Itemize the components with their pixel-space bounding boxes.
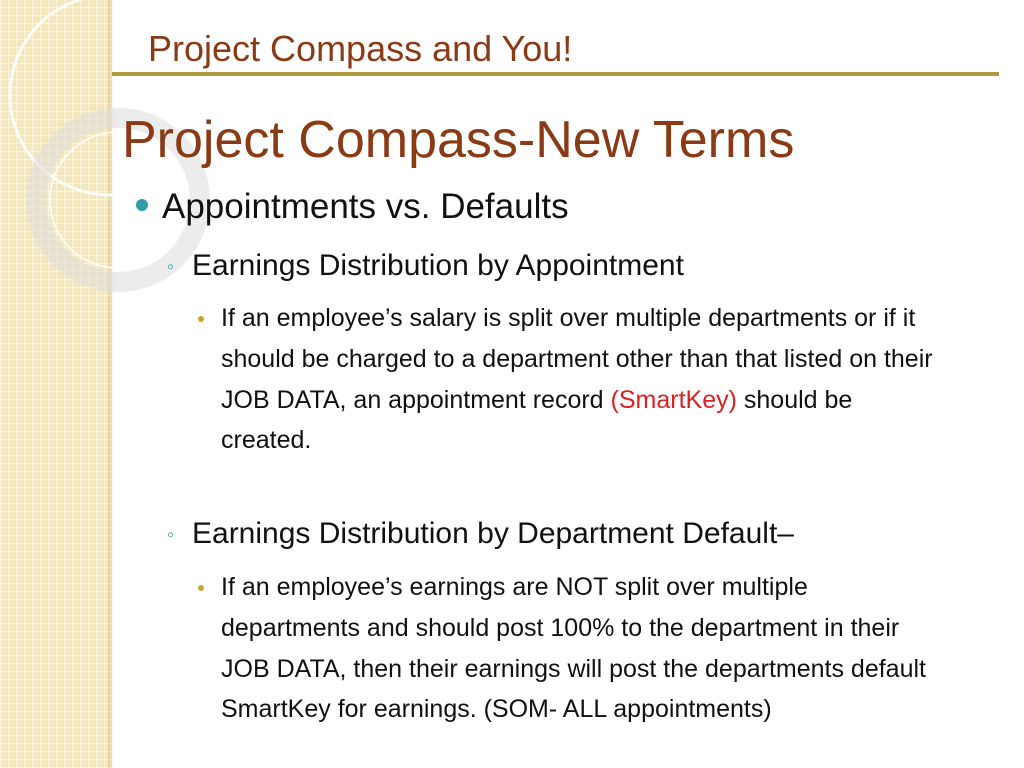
detail-text-after: should be created. bbox=[221, 385, 853, 455]
slide-title: Project Compass-New Terms bbox=[122, 111, 795, 169]
detail-paragraph-appointment bbox=[221, 298, 941, 461]
small-bullet-icon bbox=[198, 585, 204, 591]
detail-paragraph-department-default: If an employee’s earnings are NOT split over multiple departments and should post 100% to the department in their JOB DATA, then their earnings will post the departments default SmartKey for earnings. (SOM- ALL appointments) bbox=[221, 573, 926, 724]
bullet-appointments-vs-defaults: Appointments vs. Defaults bbox=[162, 187, 569, 226]
sub-bullet-by-department-default: Earnings Distribution by Department Default– bbox=[192, 517, 794, 550]
sub-bullet-by-appointment: Earnings Distribution by Appointment bbox=[192, 249, 684, 282]
detail-text-before: If an employee’s salary is split over multiple departments or if it should be charged to a department other than that listed on their JOB DATA, an appointment record bbox=[221, 304, 933, 414]
small-bullet-icon bbox=[198, 316, 204, 322]
bullet-dot-icon bbox=[136, 199, 148, 211]
header-title: Project Compass and You! bbox=[148, 28, 573, 69]
sub-bullet-ring-icon: ◦ bbox=[167, 524, 175, 546]
smartkey-highlight: (SmartKey) bbox=[610, 385, 737, 414]
sub-bullet-ring-icon: ◦ bbox=[167, 256, 175, 278]
